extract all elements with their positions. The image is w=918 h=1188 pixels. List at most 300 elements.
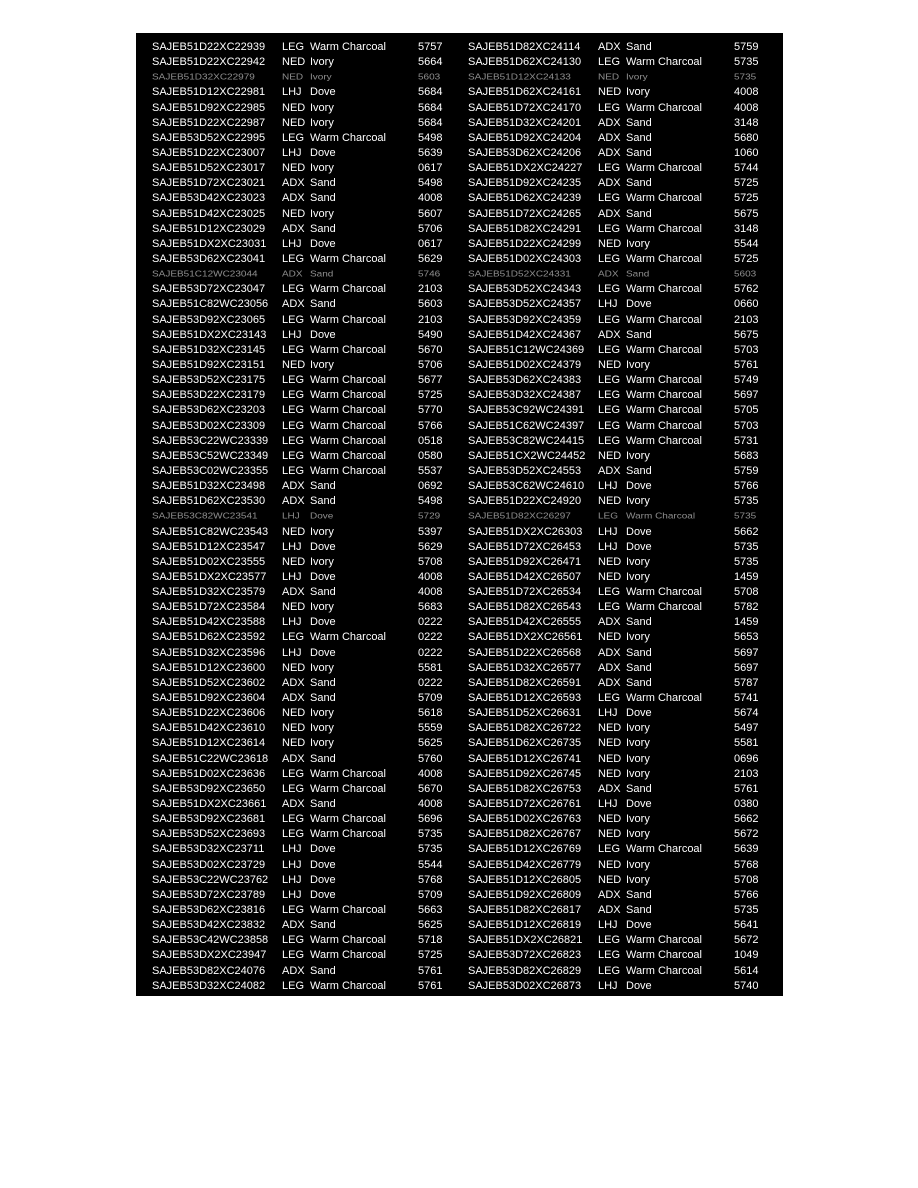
color-cell: Warm Charcoal [310, 404, 386, 417]
vin-cell: SAJEB51D72XC26534 [468, 586, 582, 599]
code-cell: LEG [598, 162, 621, 175]
code-cell: LHJ [282, 512, 300, 522]
number-cell: 5761 [418, 964, 443, 977]
number-cell: 5697 [734, 389, 759, 402]
number-cell: 3148 [734, 222, 759, 235]
color-cell: Warm Charcoal [310, 313, 386, 326]
color-cell: Dove [626, 798, 652, 811]
number-cell: 5725 [734, 252, 759, 265]
code-cell: ADX [282, 177, 305, 190]
code-cell: LEG [598, 949, 621, 962]
color-cell: Sand [626, 782, 652, 795]
number-cell: 2103 [418, 313, 443, 326]
code-cell: ADX [598, 207, 621, 220]
code-cell: LHJ [282, 540, 302, 553]
color-cell: Dove [310, 237, 336, 250]
vin-cell: SAJEB53C02WC23355 [152, 464, 269, 477]
code-cell: NED [598, 858, 622, 871]
vin-cell: SAJEB51D52XC26631 [468, 707, 582, 720]
vin-cell: SAJEB53D92XC23650 [152, 782, 266, 795]
vin-cell: SAJEB51D72XC24265 [468, 207, 582, 220]
vin-cell: SAJEB51D32XC23498 [152, 480, 266, 493]
color-cell: Warm Charcoal [310, 343, 386, 356]
vin-cell: SAJEB51D12XC22981 [152, 86, 266, 99]
number-cell: 5762 [734, 283, 759, 296]
number-cell: 1049 [734, 949, 759, 962]
code-cell: LEG [282, 343, 305, 356]
code-cell: LHJ [282, 616, 302, 629]
vin-cell: SAJEB51D52XC23602 [152, 676, 266, 689]
color-cell: Dove [310, 873, 336, 886]
code-cell: NED [598, 722, 622, 735]
color-cell: Warm Charcoal [310, 904, 386, 917]
color-cell: Ivory [310, 661, 334, 674]
number-cell: 5614 [734, 964, 759, 977]
color-cell: Sand [626, 646, 652, 659]
color-cell: Dove [310, 146, 336, 159]
code-cell: ADX [598, 661, 621, 674]
code-cell: LEG [598, 222, 621, 235]
vin-cell: SAJEB51D92XC26809 [468, 888, 582, 901]
number-cell: 5490 [418, 328, 443, 341]
code-cell: LEG [598, 843, 621, 856]
vin-cell: SAJEB51D62XC23592 [152, 631, 266, 644]
number-cell: 5670 [418, 782, 443, 795]
vin-cell: SAJEB51C12WC24369 [468, 343, 585, 356]
number-cell: 5559 [418, 722, 443, 735]
code-cell: LEG [282, 949, 305, 962]
vin-cell: SAJEB53C42WC23858 [152, 934, 269, 947]
code-cell: ADX [598, 177, 621, 190]
code-cell: NED [598, 813, 622, 826]
number-cell: 5537 [418, 464, 443, 477]
color-cell: Ivory [626, 752, 650, 765]
code-cell: LEG [598, 389, 621, 402]
color-cell: Warm Charcoal [310, 813, 386, 826]
vin-cell: SAJEB51C62WC24397 [468, 419, 585, 432]
vin-cell: SAJEB51D62XC24130 [468, 56, 582, 69]
code-cell: NED [598, 555, 622, 568]
color-cell: Sand [310, 919, 336, 932]
code-cell: LEG [598, 313, 621, 326]
color-cell: Ivory [310, 555, 334, 568]
number-cell: 0692 [418, 480, 443, 493]
color-cell: Dove [626, 979, 652, 992]
vin-cell: SAJEB51D02XC26763 [468, 813, 582, 826]
number-cell: 5725 [418, 949, 443, 962]
vin-cell: SAJEB51D42XC26507 [468, 570, 582, 583]
vin-cell: SAJEB51D52XC24331 [468, 270, 571, 280]
number-cell: 5741 [734, 692, 759, 705]
code-cell: LEG [282, 767, 305, 780]
code-cell: ADX [282, 270, 303, 280]
vin-cell: SAJEB53C22WC23339 [152, 434, 269, 447]
code-cell: ADX [598, 41, 621, 53]
color-cell: Warm Charcoal [626, 512, 696, 522]
vin-table-panel [136, 33, 783, 996]
code-cell: LEG [598, 374, 621, 387]
color-cell: Warm Charcoal [626, 222, 702, 235]
vin-cell: SAJEB51D22XC22942 [152, 56, 266, 69]
number-cell: 4008 [734, 86, 759, 99]
code-cell: LEG [282, 131, 305, 144]
color-cell: Ivory [626, 858, 650, 871]
color-cell: Ivory [310, 73, 332, 83]
code-cell: LHJ [282, 858, 302, 871]
number-cell: 5629 [418, 540, 443, 553]
code-cell: NED [598, 73, 620, 83]
color-cell: Ivory [310, 116, 334, 129]
code-cell: NED [282, 555, 306, 568]
number-cell: 4008 [418, 586, 443, 599]
color-cell: Sand [310, 177, 336, 190]
number-cell: 5766 [734, 480, 759, 493]
color-cell: Sand [626, 904, 652, 917]
vin-cell: SAJEB51CX2WC24452 [468, 449, 586, 462]
vin-cell: SAJEB53D62XC24383 [468, 374, 582, 387]
vin-cell: SAJEB53D52XC23693 [152, 828, 266, 841]
vin-cell: SAJEB51D32XC23579 [152, 586, 266, 599]
number-cell: 5603 [734, 270, 757, 280]
number-cell: 5746 [418, 270, 441, 280]
color-cell: Warm Charcoal [310, 934, 386, 947]
code-cell: LEG [598, 343, 621, 356]
vin-cell: SAJEB51DX2XC23577 [152, 570, 267, 583]
code-cell: LEG [282, 813, 305, 826]
number-cell: 4008 [734, 101, 759, 114]
code-cell: NED [598, 495, 622, 508]
vin-cell: SAJEB53D52XC24553 [468, 464, 582, 477]
number-cell: 0660 [734, 298, 759, 311]
number-cell: 5761 [734, 782, 759, 795]
number-cell: 5662 [734, 525, 759, 538]
number-cell: 5757 [418, 41, 443, 53]
number-cell: 5744 [734, 162, 759, 175]
code-cell: LEG [282, 434, 305, 447]
color-cell: Ivory [310, 56, 334, 69]
color-cell: Warm Charcoal [310, 464, 386, 477]
vin-cell: SAJEB51D02XC24303 [468, 252, 582, 265]
vin-cell: SAJEB51C82WC23543 [152, 525, 269, 538]
vin-cell: SAJEB51DX2XC23143 [152, 328, 267, 341]
color-cell: Sand [310, 480, 336, 493]
number-cell: 5725 [734, 192, 759, 205]
number-cell: 5708 [418, 555, 443, 568]
number-cell: 5735 [734, 73, 757, 83]
number-cell: 5641 [734, 919, 759, 932]
number-cell: 5603 [418, 298, 443, 311]
vin-cell: SAJEB51D12XC26769 [468, 843, 582, 856]
number-cell: 2103 [418, 283, 443, 296]
number-cell: 0580 [418, 449, 443, 462]
color-cell: Ivory [310, 162, 334, 175]
color-cell: Sand [310, 964, 336, 977]
color-cell: Ivory [626, 495, 650, 508]
color-cell: Dove [310, 646, 336, 659]
color-cell: Sand [626, 464, 652, 477]
vin-cell: SAJEB51D82XC26297 [468, 512, 571, 522]
color-cell: Sand [626, 131, 652, 144]
number-cell: 5498 [418, 495, 443, 508]
number-cell: 5684 [418, 101, 443, 114]
color-cell: Sand [310, 192, 336, 205]
vin-cell: SAJEB53C62WC24610 [468, 480, 585, 493]
code-cell: NED [598, 358, 622, 371]
color-cell: Dove [626, 525, 652, 538]
code-cell: LEG [598, 419, 621, 432]
vin-cell: SAJEB51D72XC24170 [468, 101, 582, 114]
vin-cell: SAJEB53D02XC23309 [152, 419, 266, 432]
vin-cell: SAJEB51D72XC26453 [468, 540, 582, 553]
vin-cell: SAJEB53D42XC23832 [152, 919, 266, 932]
number-cell: 5718 [418, 934, 443, 947]
number-cell: 5625 [418, 919, 443, 932]
color-cell: Warm Charcoal [310, 979, 386, 992]
color-cell: Warm Charcoal [626, 434, 702, 447]
color-cell: Dove [310, 540, 336, 553]
code-cell: LEG [598, 964, 621, 977]
number-cell: 5768 [418, 873, 443, 886]
color-cell: Warm Charcoal [626, 843, 702, 856]
vin-cell: SAJEB51D82XC26753 [468, 782, 582, 795]
number-cell: 5675 [734, 328, 759, 341]
number-cell: 5672 [734, 828, 759, 841]
code-cell: LHJ [282, 328, 302, 341]
code-cell: ADX [282, 298, 305, 311]
code-cell: NED [598, 631, 622, 644]
code-cell: LEG [282, 979, 305, 992]
vin-cell: SAJEB51D92XC24204 [468, 131, 582, 144]
code-cell: NED [282, 737, 306, 750]
vin-cell: SAJEB51D82XC24114 [468, 41, 581, 53]
color-cell: Ivory [626, 237, 650, 250]
color-cell: Sand [626, 146, 652, 159]
code-cell: ADX [598, 464, 621, 477]
vin-cell: SAJEB53D62XC23816 [152, 904, 266, 917]
code-cell: LHJ [282, 888, 302, 901]
color-cell: Warm Charcoal [626, 934, 702, 947]
number-cell: 5735 [418, 828, 443, 841]
number-cell: 4008 [418, 798, 443, 811]
vin-cell: SAJEB51D32XC26577 [468, 661, 582, 674]
code-cell: ADX [282, 752, 305, 765]
vin-cell: SAJEB51D22XC23007 [152, 146, 266, 159]
color-cell: Warm Charcoal [626, 949, 702, 962]
number-cell: 5683 [734, 449, 759, 462]
color-cell: Warm Charcoal [310, 252, 386, 265]
number-cell: 5670 [418, 343, 443, 356]
vin-cell: SAJEB51D62XC24161 [468, 86, 582, 99]
vin-cell: SAJEB51D82XC24291 [468, 222, 582, 235]
vin-cell: SAJEB53D42XC23023 [152, 192, 266, 205]
number-cell: 5735 [734, 555, 759, 568]
color-cell: Sand [310, 586, 336, 599]
vin-cell: SAJEB51D42XC23588 [152, 616, 266, 629]
number-cell: 5740 [734, 979, 759, 992]
code-cell: LHJ [598, 979, 618, 992]
vin-cell: SAJEB53D02XC23729 [152, 858, 266, 871]
vin-cell: SAJEB51D72XC26761 [468, 798, 582, 811]
code-cell: LEG [598, 252, 621, 265]
number-cell: 5770 [418, 404, 443, 417]
number-cell: 0222 [418, 616, 443, 629]
number-cell: 0696 [734, 752, 759, 765]
vin-cell: SAJEB53D82XC24076 [152, 964, 266, 977]
color-cell: Sand [310, 495, 336, 508]
number-cell: 5697 [734, 661, 759, 674]
vin-cell: SAJEB53D62XC23203 [152, 404, 266, 417]
color-cell: Sand [626, 207, 652, 220]
vin-cell: SAJEB51D92XC23151 [152, 358, 266, 371]
color-cell: Ivory [626, 767, 650, 780]
vin-cell: SAJEB51DX2XC23661 [152, 798, 267, 811]
code-cell: LHJ [282, 646, 302, 659]
vin-cell: SAJEB51C22WC23618 [152, 752, 269, 765]
code-cell: LEG [282, 449, 305, 462]
code-cell: NED [282, 56, 306, 69]
color-cell: Ivory [310, 358, 334, 371]
color-cell: Warm Charcoal [626, 343, 702, 356]
vin-cell: SAJEB51D12XC26805 [468, 873, 582, 886]
code-cell: ADX [598, 131, 621, 144]
number-cell: 2103 [734, 313, 759, 326]
vin-cell: SAJEB53C22WC23762 [152, 873, 269, 886]
vin-cell: SAJEB51D92XC23604 [152, 692, 266, 705]
code-cell: LEG [598, 101, 621, 114]
number-cell: 5708 [734, 873, 759, 886]
vin-cell: SAJEB53D72XC23789 [152, 888, 266, 901]
vin-cell: SAJEB51D12XC23547 [152, 540, 266, 553]
number-cell: 5725 [734, 177, 759, 190]
vin-cell: SAJEB51DX2XC26303 [468, 525, 583, 538]
color-cell: Warm Charcoal [310, 828, 386, 841]
code-cell: NED [598, 752, 622, 765]
code-cell: ADX [282, 222, 305, 235]
color-cell: Dove [626, 919, 652, 932]
code-cell: NED [282, 358, 306, 371]
color-cell: Ivory [626, 555, 650, 568]
vin-cell: SAJEB51D42XC23610 [152, 722, 266, 735]
number-cell: 5675 [734, 207, 759, 220]
vin-cell: SAJEB53D52XC23175 [152, 374, 266, 387]
vin-cell: SAJEB51D82XC26767 [468, 828, 582, 841]
code-cell: LEG [598, 512, 619, 522]
code-cell: LHJ [282, 843, 302, 856]
number-cell: 5581 [734, 737, 759, 750]
number-cell: 5729 [418, 512, 441, 522]
number-cell: 5672 [734, 934, 759, 947]
color-cell: Sand [310, 222, 336, 235]
code-cell: ADX [282, 495, 305, 508]
color-cell: Warm Charcoal [310, 631, 386, 644]
code-cell: NED [282, 525, 306, 538]
number-cell: 5703 [734, 343, 759, 356]
color-cell: Warm Charcoal [626, 252, 702, 265]
code-cell: LEG [598, 601, 621, 614]
vin-cell: SAJEB51D92XC26471 [468, 555, 582, 568]
vin-cell: SAJEB51D32XC24201 [468, 116, 582, 129]
color-cell: Warm Charcoal [626, 601, 702, 614]
vin-cell: SAJEB53D72XC23047 [152, 283, 266, 296]
color-cell: Warm Charcoal [310, 449, 386, 462]
code-cell: LHJ [282, 570, 302, 583]
number-cell: 2103 [734, 767, 759, 780]
color-cell: Warm Charcoal [626, 389, 702, 402]
code-cell: LHJ [598, 798, 618, 811]
code-cell: NED [598, 737, 622, 750]
color-cell: Ivory [310, 707, 334, 720]
color-cell: Dove [310, 843, 336, 856]
vin-cell: SAJEB51D22XC24920 [468, 495, 582, 508]
color-cell: Warm Charcoal [626, 192, 702, 205]
code-cell: ADX [598, 270, 619, 280]
color-cell: Sand [626, 616, 652, 629]
number-cell: 5768 [734, 858, 759, 871]
color-cell: Sand [626, 661, 652, 674]
code-cell: NED [282, 601, 306, 614]
color-cell: Warm Charcoal [626, 374, 702, 387]
code-cell: LEG [282, 934, 305, 947]
code-cell: LHJ [598, 525, 618, 538]
code-cell: LHJ [282, 146, 302, 159]
code-cell: NED [282, 101, 306, 114]
number-cell: 5766 [418, 419, 443, 432]
color-cell: Ivory [310, 601, 334, 614]
color-cell: Dove [310, 328, 336, 341]
number-cell: 5680 [734, 131, 759, 144]
number-cell: 5731 [734, 434, 759, 447]
vin-cell: SAJEB53D92XC23065 [152, 313, 266, 326]
code-cell: NED [598, 570, 622, 583]
number-cell: 5498 [418, 131, 443, 144]
number-cell: 5787 [734, 676, 759, 689]
vin-cell: SAJEB51D92XC26745 [468, 767, 582, 780]
code-cell: LHJ [282, 86, 302, 99]
code-cell: ADX [282, 480, 305, 493]
code-cell: ADX [282, 964, 305, 977]
code-cell: LEG [598, 692, 621, 705]
number-cell: 5697 [734, 646, 759, 659]
code-cell: LEG [598, 434, 621, 447]
code-cell: LEG [598, 283, 621, 296]
color-cell: Ivory [626, 813, 650, 826]
number-cell: 5735 [734, 904, 759, 917]
number-cell: 5725 [418, 389, 443, 402]
number-cell: 5766 [734, 888, 759, 901]
color-cell: Dove [310, 570, 336, 583]
vin-cell: SAJEB53DX2XC23947 [152, 949, 267, 962]
code-cell: LEG [282, 904, 305, 917]
vin-cell: SAJEB51D12XC23614 [152, 737, 266, 750]
vin-cell: SAJEB51D22XC22939 [152, 41, 266, 53]
vin-cell: SAJEB53C52WC23349 [152, 449, 269, 462]
number-cell: 5629 [418, 252, 443, 265]
color-cell: Sand [310, 298, 336, 311]
color-cell: Ivory [626, 873, 650, 886]
code-cell: ADX [598, 328, 621, 341]
number-cell: 5662 [734, 813, 759, 826]
vin-cell: SAJEB53C82WC23541 [152, 512, 258, 522]
code-cell: LEG [282, 313, 305, 326]
vin-cell: SAJEB51D62XC26735 [468, 737, 582, 750]
vin-cell: SAJEB51D02XC24379 [468, 358, 582, 371]
number-cell: 0617 [418, 237, 443, 250]
code-cell: NED [598, 767, 622, 780]
code-cell: NED [598, 873, 622, 886]
vin-cell: SAJEB51D12XC23029 [152, 222, 266, 235]
number-cell: 4008 [418, 192, 443, 205]
code-cell: ADX [282, 192, 305, 205]
